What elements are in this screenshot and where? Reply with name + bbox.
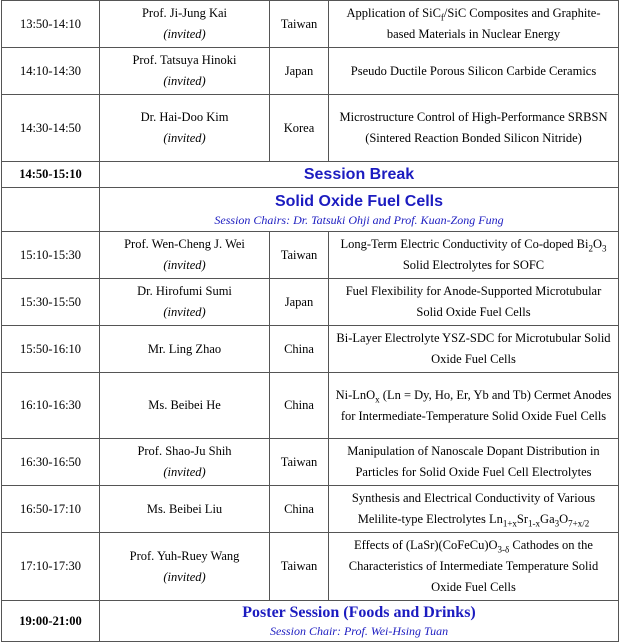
country-cell: Japan xyxy=(270,279,329,326)
table-row xyxy=(2,373,619,439)
talk-title-cell: Manipulation of Nanoscale Dopant Distribution in Particles for Solid Oxide Fuel Cell Electrolytes xyxy=(329,439,619,486)
country-cell: Taiwan xyxy=(270,1,329,48)
time-cell: 15:10-15:30 xyxy=(2,232,100,279)
table-row xyxy=(2,439,619,486)
invited-label: (invited) xyxy=(163,305,206,319)
talk-title-cell: Application of SiC$_f$/SiC Composites and Graphite-based Materials in Nuclear Energy xyxy=(329,1,619,48)
poster-session-cell xyxy=(100,601,619,642)
session-title: Solid Oxide Fuel Cells xyxy=(274,192,444,210)
country-cell: Taiwan xyxy=(270,533,329,601)
country-cell: Japan xyxy=(270,48,329,95)
time-cell: 16:50-17:10 xyxy=(2,486,100,533)
invited-label: (invited) xyxy=(163,258,206,272)
talk-title-cell: Effects of $(LaSr)(CoFeCu)O_{3-\delta}$ Cathodes on the Characteristics of Intermediate Temperature Solid Oxide Fuel Cells xyxy=(329,533,619,601)
speaker-name: Prof. Shao-Ju Shih xyxy=(137,444,232,458)
speaker-name: Prof. Yuh-Ruey Wang xyxy=(129,548,240,563)
speaker-name: Prof. Tatsuya Hinoki xyxy=(132,53,237,67)
speaker-name: Dr. Hirofumi Sumi xyxy=(137,284,232,298)
speaker-cell xyxy=(100,533,270,601)
schedule-page xyxy=(1,0,618,642)
table-row xyxy=(2,279,619,326)
talk-title-cell: Long-Term Electric Conductivity of Co-doped $Bi_2O_3$ Solid Electrolytes for SOFC xyxy=(329,232,619,279)
break-row xyxy=(2,162,619,188)
speaker-cell xyxy=(100,95,270,162)
break-cell xyxy=(100,162,619,188)
talk-title-cell: Fuel Flexibility for Anode-Supported Microtubular Solid Oxide Fuel Cells xyxy=(329,279,619,326)
time-cell: 14:10-14:30 xyxy=(2,48,100,95)
invited-label: (invited) xyxy=(163,569,206,584)
speaker-cell xyxy=(100,232,270,279)
time-cell: 15:30-15:50 xyxy=(2,279,100,326)
table-row xyxy=(2,48,619,95)
speaker-name: Ms. Beibei Liu xyxy=(146,501,223,516)
speaker-name: Mr. Ling Zhao xyxy=(147,341,222,356)
session-break-label: Session Break xyxy=(303,165,415,183)
time-cell: 16:10-16:30 xyxy=(2,373,100,439)
table-row xyxy=(2,486,619,533)
invited-label: (invited) xyxy=(163,27,206,41)
table-row xyxy=(2,326,619,373)
table-row xyxy=(2,95,619,162)
speaker-cell xyxy=(100,486,270,533)
time-cell: 15:50-16:10 xyxy=(2,326,100,373)
speaker-cell xyxy=(100,439,270,486)
country-cell: Taiwan xyxy=(270,439,329,486)
poster-session-title: Poster Session (Foods and Drinks) xyxy=(242,604,476,621)
speaker-cell xyxy=(100,373,270,439)
talk-title-cell: Pseudo Ductile Porous Silicon Carbide Ceramics xyxy=(329,48,619,95)
speaker-cell xyxy=(100,279,270,326)
speaker-name: Ms. Beibei He xyxy=(148,398,221,412)
time-cell: 17:10-17:30 xyxy=(2,533,100,601)
speaker-name: Prof. Wen-Cheng J. Wei xyxy=(124,237,245,251)
speaker-name: Dr. Hai-Doo Kim xyxy=(140,110,229,124)
time-cell: 19:00-21:00 xyxy=(2,601,100,642)
country-cell: Korea xyxy=(270,95,329,162)
speaker-cell xyxy=(100,1,270,48)
speaker-cell xyxy=(100,48,270,95)
invited-label: (invited) xyxy=(163,74,206,88)
talk-title-cell: Microstructure Control of High-Performance SRBSN (Sintered Reaction Bonded Silicon Nitride) xyxy=(329,95,619,162)
session-chairs: Session Chairs: Dr. Tatsuki Ohji and Prof. Kuan-Zong Fung xyxy=(214,212,504,227)
invited-label: (invited) xyxy=(163,465,206,479)
table-row xyxy=(2,1,619,48)
time-cell: 14:50-15:10 xyxy=(2,162,100,188)
country-cell: China xyxy=(270,373,329,439)
speaker-name: Prof. Ji-Jung Kai xyxy=(141,6,228,20)
time-cell: 16:30-16:50 xyxy=(2,439,100,486)
time-cell: 13:50-14:10 xyxy=(2,1,100,48)
schedule-table xyxy=(1,0,619,642)
empty-time-cell xyxy=(2,188,100,232)
talk-title-cell: Bi-Layer Electrolyte YSZ-SDC for Microtubular Solid Oxide Fuel Cells xyxy=(329,326,619,373)
country-cell: China xyxy=(270,486,329,533)
country-cell: Taiwan xyxy=(270,232,329,279)
session-header-row xyxy=(2,188,619,232)
speaker-cell xyxy=(100,326,270,373)
time-cell: 14:30-14:50 xyxy=(2,95,100,162)
table-row xyxy=(2,232,619,279)
country-cell: China xyxy=(270,326,329,373)
poster-session-chair: Session Chair: Prof. Wei-Hsing Tuan xyxy=(269,624,449,638)
table-row xyxy=(2,533,619,601)
talk-title-cell: Synthesis and Electrical Conductivity of Various Melilite-type Electrolytes $Ln_{1+x}Sr_{1-x}Ga_3O_{7+x/2}$ xyxy=(329,486,619,533)
talk-title-cell: Ni-LnO$_x$ (Ln = Dy, Ho, Er, Yb and Tb) Cermet Anodes for Intermediate-Temperature Solid Oxide Fuel Cells xyxy=(329,373,619,439)
poster-session-row xyxy=(2,601,619,642)
invited-label: (invited) xyxy=(163,131,206,145)
session-header-cell xyxy=(100,188,619,232)
